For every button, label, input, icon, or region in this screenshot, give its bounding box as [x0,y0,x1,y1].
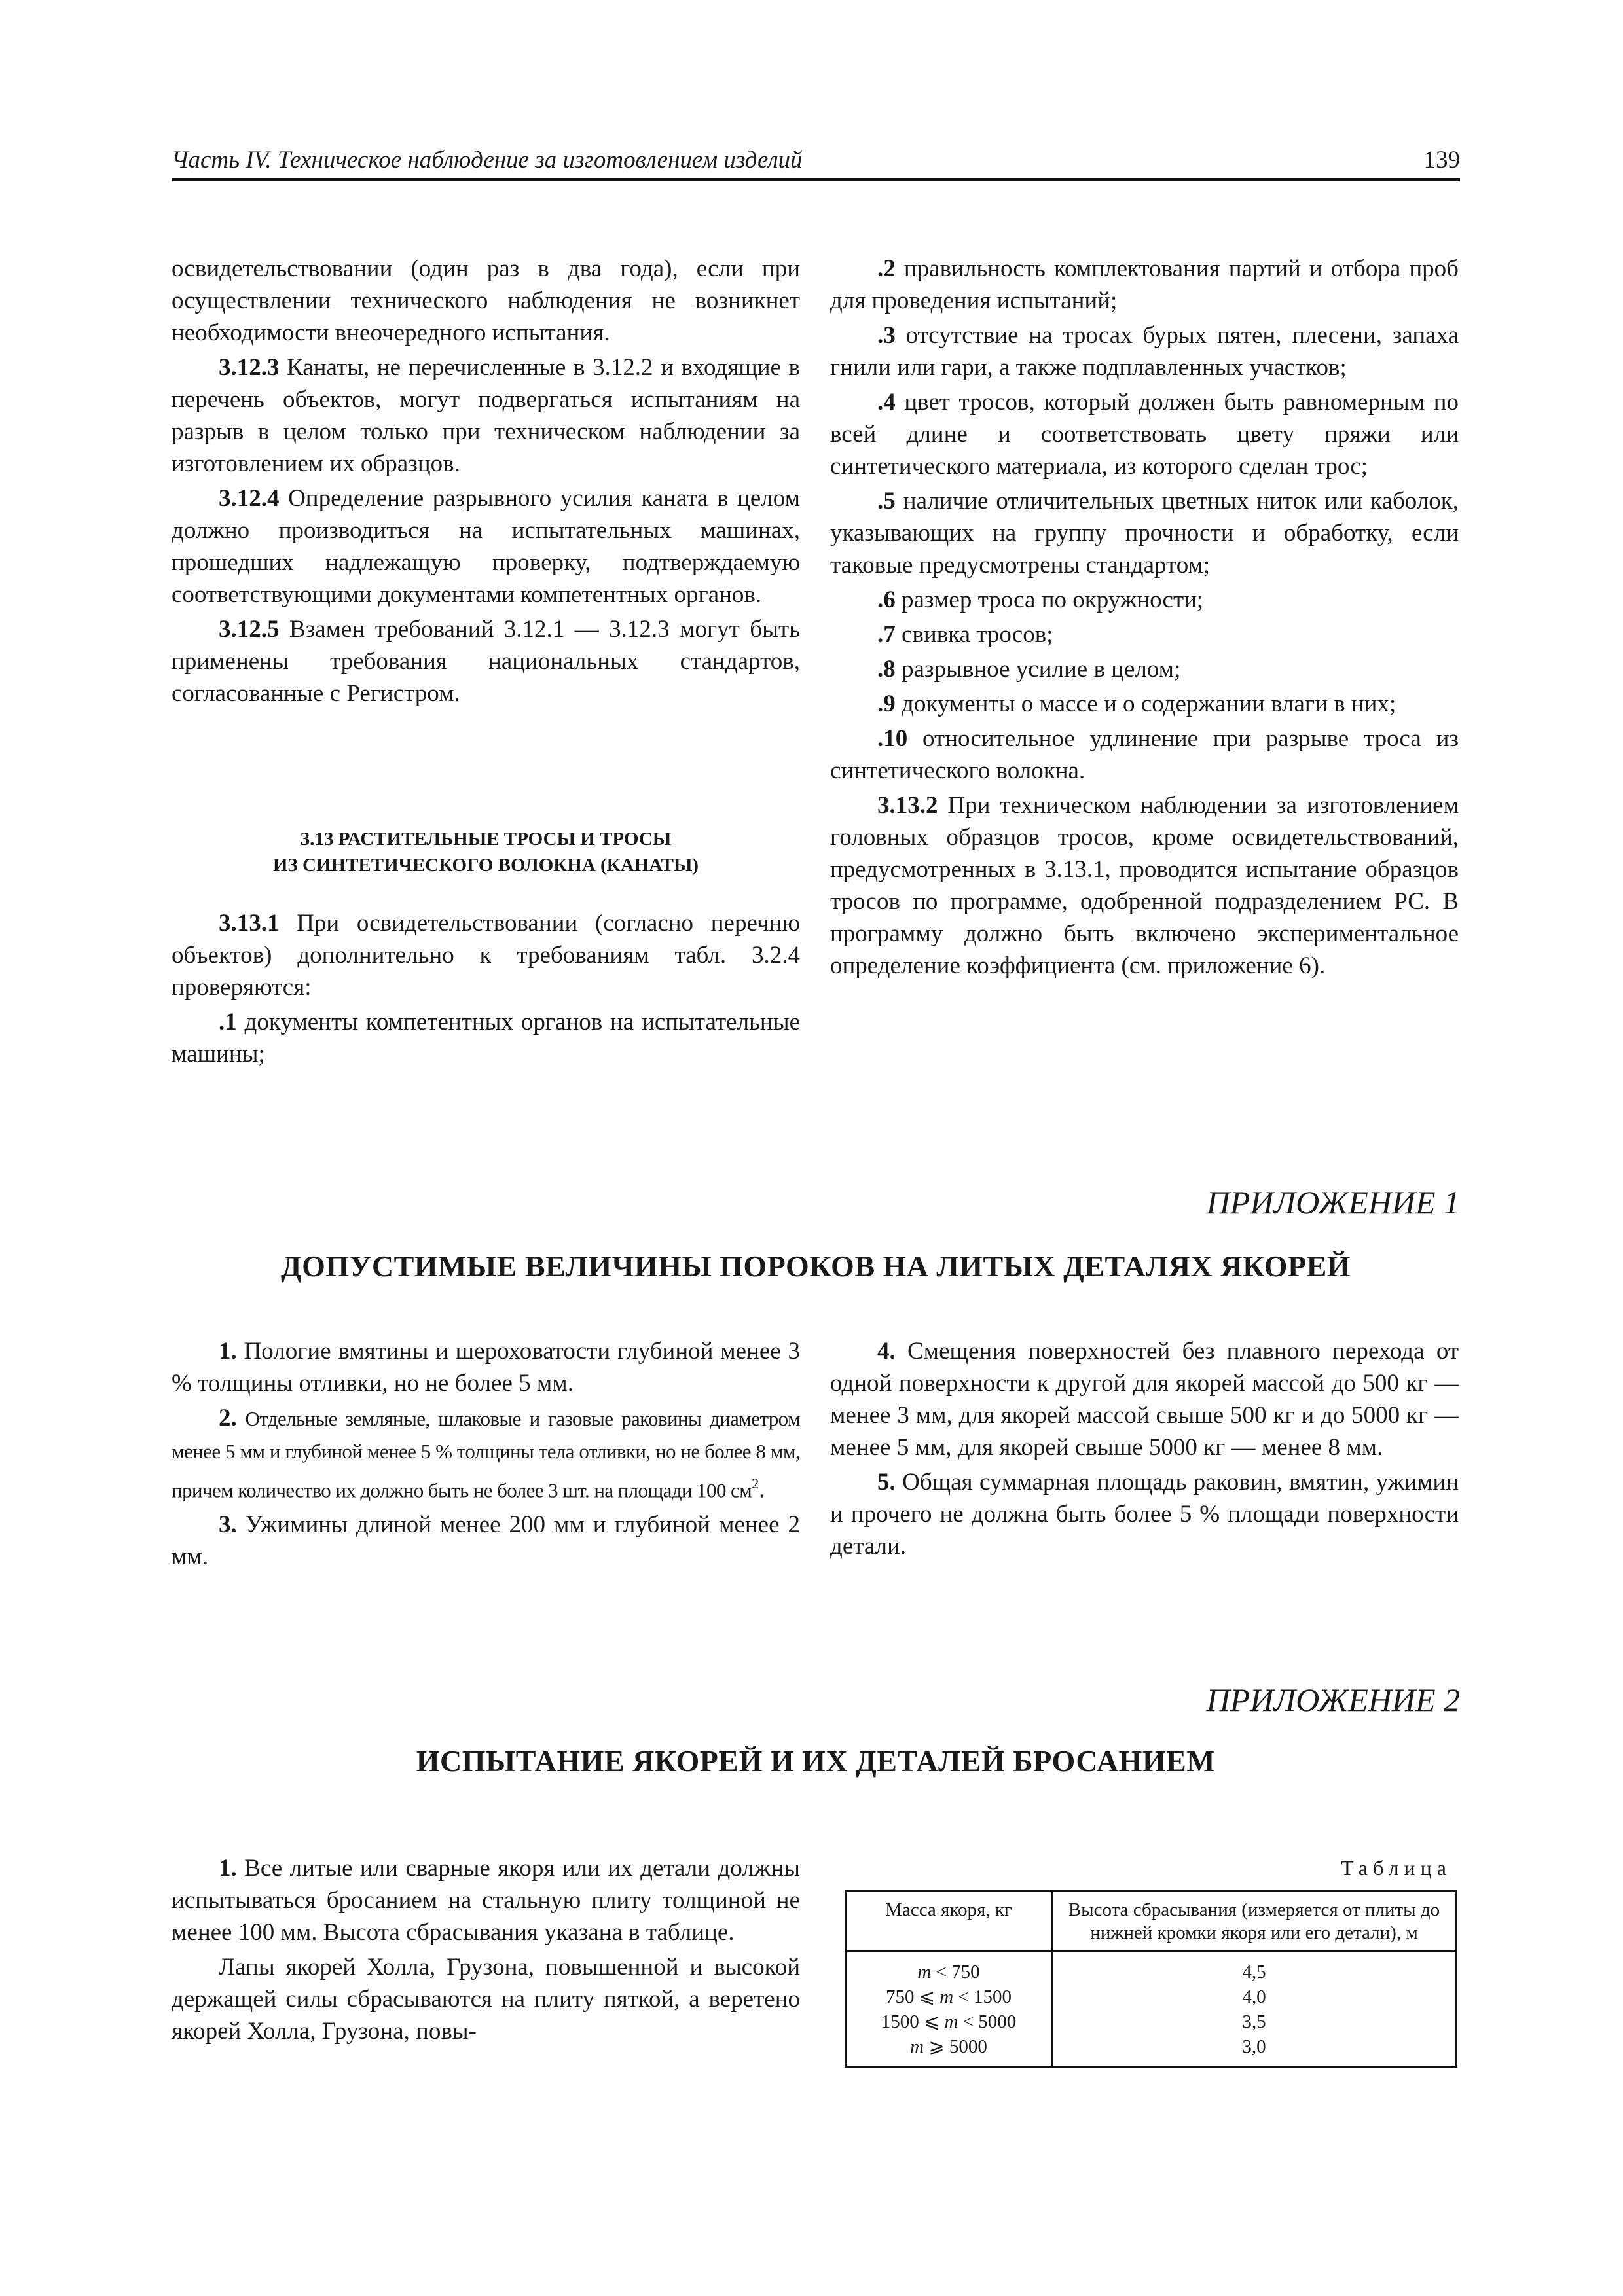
mass-cell: m < 750 [846,1951,1052,1985]
paragraph: освидетельствовании (один раз в два года), если при осуществлении технического наблюдения не возникнет необходимости внеочередного испытания. [172,255,800,346]
paragraph-3-13-2: 3.13.2 При техническом наблюдении за изготовлением головных образцов тросов, кроме освидетельствований, предусмотренных в 3.13.1, проводится испытание образцов тросов по программе, одобренной подразделением РС. В программу должно быть включено экспериментальное определение коэффициента (см. приложение 6). [830,792,1459,979]
col-header-mass: Масса якоря, кг [846,1892,1052,1951]
page-number: 139 [1423,147,1460,173]
mass-cell: m ⩾ 5000 [846,2034,1052,2067]
table-row [846,2009,1457,2034]
table-header-row [846,1892,1457,1951]
drop-height-table [845,1890,1457,2068]
left-column-top [172,253,800,709]
running-header [172,147,1460,181]
list-item: .2 правильность комплектования партий и отбора проб для проведения испытаний; [830,255,1459,314]
appendix-1-item-1: 1. Пологие вмятины и шероховатости глубиной менее 3 % толщины отливки, но не более 5 мм. [172,1338,800,1397]
appendix-2-item-1: 1. Все литые или сварные якоря или их детали должны испытываться бросанием на стальную плиту толщиной не менее 100 мм. Высота сбрасывания указана в таблице. [172,1855,800,1946]
list-item: .4 цвет тросов, который должен быть равномерным по всей длине и соответствовать цвету пряжи или синтетического материала, из которого сделан трос; [830,389,1459,480]
list-item: .3 отсутствие на тросах бурых пятен, плесени, запаха гнили или гари, а также подплавленных участков; [830,322,1459,381]
appendix-1-right-column [830,1335,1459,1562]
appendix-1-item-4: 4. Смещения поверхностей без плавного перехода от одной поверхности к другой для якорей массой до 500 кг — менее 3 мм, для якорей массой свыше 500 кг и до 5000 кг — менее 5 мм, для якорей свыше 5000 кг — менее 8 мм. [830,1338,1459,1461]
list-item: .9 документы о массе и о содержании влаги в них; [877,691,1396,717]
height-cell: 4,5 [1052,1951,1457,1985]
height-cell: 3,5 [1052,2009,1457,2034]
appendix-1-item-2: 2. Отдельные земляные, шлаковые и газовые раковины диаметром менее 5 мм и глубиной менее 5 % толщины тела отливки, но не более 8 мм, причем количество их должно быть не более 3 шт. на площади 100 $см^2$. [172,1405,800,1503]
list-item: .6 размер троса по окружности; [877,586,1204,613]
table-row [846,1951,1457,1985]
header-title: Часть IV. Техническое наблюдение за изготовлением изделий [172,147,803,173]
height-cell: 4,0 [1052,1984,1457,2009]
list-item: .5 наличие отличительных цветных ниток или каболок, указывающих на группу прочности и обработку, если таковые предусмотрены стандартом; [830,488,1459,579]
paragraph-3-13-1: 3.13.1 При освидетельствовании (согласно перечню объектов) дополнительно к требованиям табл. 3.2.4 проверяются: [172,910,800,1001]
paragraph-3-12-5: 3.12.5 Взамен требований 3.12.1 — 3.12.3 могут быть применены требования национальных стандартов, согласованные с Регистром. [172,616,800,707]
appendix-2-left-column [172,1852,800,2047]
col-header-height: Высота сбрасывания (измеряется от плиты до нижней кромки якоря или его детали), м [1052,1892,1457,1951]
appendix-1-left-column [172,1335,800,1573]
left-column-bottom [172,907,800,1070]
paragraph-3-12-4: 3.12.4 Определение разрывного усилия каната в целом должно производиться на испытательных машинах, прошедших надлежащую проверку, подтверждаемую соответствующими документами компетентных органов. [172,485,800,608]
mass-cell: 1500 ⩽ m < 5000 [846,2009,1052,2034]
list-item: .1 документы компетентных органов на испытательные машины; [172,1009,800,1067]
right-column-top [830,253,1459,982]
table-row [846,1984,1457,2009]
table-caption: Таблица [1341,1856,1451,1880]
list-item: .8 разрывное усилие в целом; [877,656,1181,683]
appendix-1-item-5: 5. Общая суммарная площадь раковин, вмятин, ужимин и прочего не должна быть более 5 % площади поверхности детали. [830,1469,1459,1560]
appendix-2-label: ПРИЛОЖЕНИЕ 2 [1206,1681,1460,1718]
appendix-1-item-3: 3. Ужимины длиной менее 200 мм и глубиной менее 2 мм. [172,1511,800,1571]
mass-cell: 750 ⩽ m < 1500 [846,1984,1052,2009]
paragraph-3-12-3: 3.12.3 Канаты, не перечисленные в 3.12.2 и входящие в перечень объектов, могут подвергаться испытаниям на разрыв в целом только при техническом наблюдении за изготовлением их образцов. [172,354,800,477]
list-item: .10 относительное удлинение при разрыве троса из синтетического волокна. [830,725,1459,784]
table-row [846,2034,1457,2067]
list-item: .7 свивка тросов; [877,621,1053,648]
section-heading-3-13: 3.13 РАСТИТЕЛЬНЫЕ ТРОСЫ И ТРОСЫ ИЗ СИНТЕТИЧЕСКОГО ВОЛОКНА (КАНАТЫ) [272,829,699,876]
height-cell: 3,0 [1052,2034,1457,2067]
appendix-1-label: ПРИЛОЖЕНИЕ 1 [1206,1184,1460,1221]
appendix-1-title: ДОПУСТИМЫЕ ВЕЛИЧИНЫ ПОРОКОВ НА ЛИТЫХ ДЕТАЛЯХ ЯКОРЕЙ [280,1249,1351,1283]
appendix-2-title: ИСПЫТАНИЕ ЯКОРЕЙ И ИХ ДЕТАЛЕЙ БРОСАНИЕМ [416,1744,1216,1778]
appendix-2-paragraph: Лапы якорей Холла, Грузона, повышенной и высокой держащей силы сбрасываются на плиту пяткой, а веретено якорей Холла, Грузона, повы- [172,1954,800,2045]
